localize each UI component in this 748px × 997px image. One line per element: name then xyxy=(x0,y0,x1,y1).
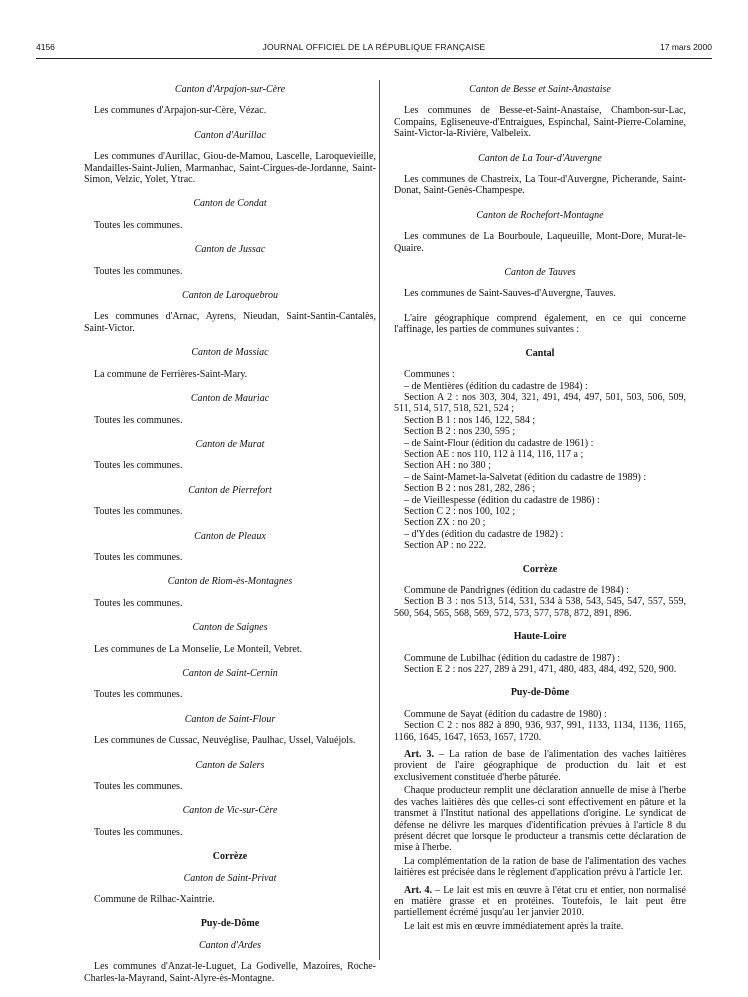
article-4 xyxy=(394,885,686,919)
parcel-line: Section C 2 : nos 882 à 890, 936, 937, 991, 1133, 1134, 1136, 1165, 1166, 1645, 1647, 1653, 1657, 1720. xyxy=(394,720,686,743)
canton-text: Les communes d'Anzat-le-Luguet, La Godivelle, Mazoires, Roche-Charles-la-Mayrand, Saint-Alyre-ès-Montagne. xyxy=(84,961,376,984)
parcel-line: Section AH : no 380 ; xyxy=(404,460,491,472)
canton-heading: Canton de Besse et Saint-Anastaise xyxy=(469,84,611,95)
correze-parcel-list xyxy=(394,585,686,619)
canton-text: Toutes les communes. xyxy=(94,597,183,609)
article-3-paragraph-3: La complémentation de la ration de base de l'alimentation des vaches laitières est précisée dans le règlement d'application prévu à l'article 1er. xyxy=(394,855,686,879)
article-3 xyxy=(394,749,686,783)
parcel-line: Section E 2 : nos 227, 289 à 291, 471, 480, 483, 484, 492, 520, 900. xyxy=(404,664,677,676)
canton-heading: Canton de Massiac xyxy=(191,347,269,359)
section-heading-correze: Corrèze xyxy=(522,563,558,575)
canton-heading: Canton de Vic-sur-Cère xyxy=(182,805,278,817)
parcel-line: – de Vieillespesse (édition du cadastre de 1986) : xyxy=(404,494,600,506)
article-4-paragraph-2: Le lait est mis en œuvre immédiatement après la traite. xyxy=(404,920,624,932)
header-rule xyxy=(36,58,712,59)
parcel-line: Section C 2 : nos 100, 102 ; xyxy=(404,505,516,517)
canton-heading: Canton de Condat xyxy=(193,198,267,210)
canton-text: Les communes de Chastreix, La Tour-d'Auvergne, Picherande, Saint-Donat, Saint-Genès-Champespe. xyxy=(394,174,686,197)
section-heading-haute-loire: Haute-Loire xyxy=(513,631,567,643)
canton-heading: Canton de Saint-Flour xyxy=(184,713,276,725)
parcel-line: Commune de Lubilhac (édition du cadastre de 1987) : xyxy=(404,652,621,664)
canton-heading: Canton de Murat xyxy=(195,438,265,450)
left-canton-list xyxy=(84,84,376,838)
canton-text: Toutes les communes. xyxy=(94,219,183,231)
canton-heading: Canton d'Ardes xyxy=(198,939,262,951)
canton-heading: Canton d'Arpajon-sur-Cère xyxy=(174,84,286,95)
section-heading-cantal: Cantal xyxy=(525,347,555,359)
article-4-label: Art. 4. xyxy=(404,884,433,896)
canton-heading: Canton de Saint-Privat xyxy=(183,872,277,884)
column-divider xyxy=(379,80,380,960)
article-3-text: – La ration de base de l'alimentation des vaches laitières provient de l'aire géographique de production du lait et est exclusivement constituée d'herbe pâturée. xyxy=(394,749,686,783)
canton-heading: Canton de Saignes xyxy=(192,622,268,634)
canton-text: Commune de Rilhac-Xaintrie. xyxy=(94,894,215,906)
canton-heading: Canton de Rochefort-Montagne xyxy=(476,209,604,221)
publication-date: 17 mars 2000 xyxy=(660,42,712,52)
parcel-line: Communes : xyxy=(404,369,455,381)
parcel-line: Section ZX : no 20 ; xyxy=(404,517,486,529)
left-column xyxy=(84,84,376,997)
section-heading-puy-de-dome: Puy-de-Dôme xyxy=(510,687,570,699)
parcel-line: Commune de Pandrignes (édition du cadastre de 1984) : xyxy=(404,585,629,596)
parcel-line: Section AE : nos 110, 112 à 114, 116, 117 a ; xyxy=(404,448,584,460)
canton-heading: Canton de Riom-ès-Montagnes xyxy=(167,576,293,588)
parcel-line: Section B 1 : nos 146, 122, 584 ; xyxy=(404,414,536,426)
parcel-line: Section B 2 : nos 281, 282, 286 ; xyxy=(404,483,536,495)
parcel-line: – d'Ydes (édition du cadastre de 1982) : xyxy=(404,528,564,540)
canton-text: Toutes les communes. xyxy=(94,551,183,563)
canton-text: Les communes de Cussac, Neuvéglise, Paulhac, Ussel, Valuéjols. xyxy=(94,735,356,747)
canton-text: La commune de Ferrières-Saint-Mary. xyxy=(94,368,248,380)
parcel-line: – de Saint-Flour (édition du cadastre de 1961) : xyxy=(404,437,594,449)
section-heading-correze: Corrèze xyxy=(212,851,248,863)
haute-loire-parcel-list xyxy=(394,653,686,676)
canton-heading: Canton de Laroquebrou xyxy=(182,290,278,302)
canton-heading: Canton de Saint-Cernin xyxy=(182,667,278,679)
parcel-line: Section AP : no 222. xyxy=(404,540,487,552)
canton-text: Les communes de La Bourboule, Laqueuille, Mont-Dore, Murat-le-Quaire. xyxy=(394,231,686,254)
cantal-parcel-list xyxy=(394,369,686,552)
canton-heading: Canton de Pleaux xyxy=(194,530,266,542)
parcel-line: Section A 2 : nos 303, 304, 321, 491, 494, 497, 501, 503, 506, 509, 511, 514, 517, 518, 521, 524 ; xyxy=(394,391,686,415)
article-4-text: – Le lait est mis en œuvre à l'état cru et entier, non normalisé en matière grasse et en protéines. Toutefois, le lait peut être partiellement écrémé jusqu'au 1er janvier 2010. xyxy=(394,884,686,919)
canton-text: Les communes de La Monselie, Le Monteil, Vebret. xyxy=(94,643,303,655)
parcel-line: – de Mentières (édition du cadastre de 1984) : xyxy=(404,380,588,392)
right-canton-list xyxy=(394,84,686,300)
canton-heading: Canton de La Tour-d'Auvergne xyxy=(478,152,602,164)
canton-heading: Canton d'Aurillac xyxy=(194,129,266,141)
canton-text: Toutes les communes. xyxy=(94,826,183,838)
section-heading-puy-de-dome: Puy-de-Dôme xyxy=(200,918,260,930)
parcel-line: – de Saint-Mamet-la-Salvetat (édition du cadastre de 1989) : xyxy=(404,471,647,483)
page-header xyxy=(36,40,712,58)
canton-heading: Canton de Salers xyxy=(195,759,265,771)
affinage-text: L'aire géographique comprend également, en ce qui concerne l'affinage, les parties de communes suivantes : xyxy=(394,312,686,336)
canton-text: Les communes d'Arnac, Ayrens, Nieudan, Saint-Santin-Cantalès, Saint-Victor. xyxy=(84,311,376,334)
canton-heading: Canton de Jussac xyxy=(194,244,266,256)
canton-heading: Canton de Tauves xyxy=(504,267,576,279)
canton-text: Toutes les communes. xyxy=(94,414,183,426)
canton-text: Toutes les communes. xyxy=(94,506,183,518)
canton-text: Les communes d'Aurillac, Giou-de-Mamou, Lascelle, Laroquevieille, Mandailles-Saint-Julien, Marmanhac, Saint-Cirgues-de-Jordanne, Saint-Simon, Velzic, Yolet, Ytrac. xyxy=(84,151,376,186)
canton-text: Toutes les communes. xyxy=(94,460,183,472)
journal-title: JOURNAL OFFICIEL DE LA RÉPUBLIQUE FRANÇAISE xyxy=(262,42,486,52)
canton-text: Toutes les communes. xyxy=(94,265,183,277)
puy-de-dome-parcel-list xyxy=(394,709,686,743)
canton-text: Toutes les communes. xyxy=(94,689,183,701)
canton-heading: Canton de Pierrefort xyxy=(188,484,272,496)
parcel-line: Section B 2 : nos 230, 595 ; xyxy=(404,426,516,438)
page-number: 4156 xyxy=(36,42,55,52)
canton-text: Les communes d'Arpajon-sur-Cère, Vézac. xyxy=(94,105,267,117)
canton-text: Les communes de Besse-et-Saint-Anastaise, Chambon-sur-Lac, Compains, Egliseneuve-d'Entraigues, Espinchal, Saint-Pierre-Colamine, Saint-Victor-la-Rivière, Valbeleix. xyxy=(394,105,686,140)
canton-heading: Canton de Mauriac xyxy=(190,393,270,405)
article-3-paragraph-2: Chaque producteur remplit une déclaration annuelle de mise à l'herbe des vaches laitières dès que celles-ci sont effectivement en pâture et la transmet à l'Institut national des appellations d'origine. Le syndicat de défense ne délivre les marques d'identification prévues à l'article 8 du présent décret que lorsque le producteur a transmis cette déclaration de mise à l'herbe. xyxy=(394,785,686,854)
right-column xyxy=(394,84,686,934)
parcel-line: Section B 3 : nos 513, 514, 531, 534 à 538, 543, 545, 547, 557, 559, 560, 564, 565, 568, 569, 572, 573, 577, 578, 872, 891, 896. xyxy=(394,596,686,619)
canton-text: Les communes de Saint-Sauves-d'Auvergne, Tauves. xyxy=(404,288,616,300)
parcel-line: Commune de Sayat (édition du cadastre de 1980) : xyxy=(404,708,607,720)
canton-text: Toutes les communes. xyxy=(94,781,183,792)
article-3-label: Art. 3. xyxy=(404,749,434,761)
